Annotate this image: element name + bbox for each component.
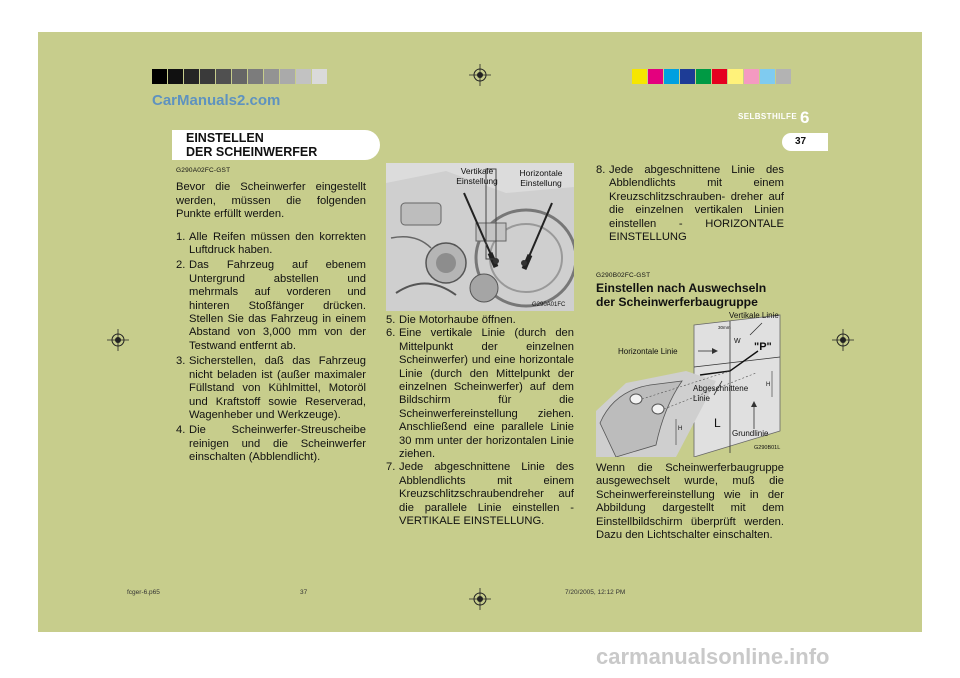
section2-title: Einstellen nach Auswechseln der Scheinwerferbaugruppe <box>596 281 767 309</box>
engine-bay-figure <box>386 163 574 311</box>
list-item: 5. Die Motorhaube öffnen. <box>386 314 516 326</box>
color-swatch <box>712 69 727 84</box>
color-swatch <box>200 69 215 84</box>
label-p: "P" <box>754 341 772 353</box>
page-number: 37 <box>795 136 807 147</box>
chapter-title: SELBSTHILFE <box>738 112 798 121</box>
color-swatch <box>680 69 695 84</box>
watermark-bottom: carmanualsonline.info <box>596 644 830 669</box>
section2-code: G290B02FC-GST <box>596 272 651 279</box>
color-swatch <box>696 69 711 84</box>
steps-list-3 <box>596 164 784 244</box>
footer-date: 7/20/2005, 12:12 PM <box>565 589 626 596</box>
color-swatch <box>744 69 759 84</box>
color-swatch <box>152 69 167 84</box>
list-item: 6. Eine vertikale Linie (durch den Mittelpunkt der einzelnen Scheinwerfer) und eine horizontale Linie (durch den Mittelpunkt der einzelnen Scheinwerfer) auf dem Bildschirm für die Scheinwerfereinstellung ziehen. Anschließend eine parallele Linie 30 mm unter der horizontalen Linie ziehen. <box>386 327 574 461</box>
headlight-aiming-figure <box>596 311 784 457</box>
list-item: 4. Die Scheinwerfer-Streuscheibe reinigen und die Scheinwerfer einschalten (Abblendlicht). <box>176 424 366 464</box>
section2-text-block <box>596 462 784 542</box>
column-2 <box>386 314 574 529</box>
section-title-line1: EINSTELLEN <box>186 131 264 145</box>
list-item: 1. Alle Reifen müssen den korrekten Luftdruck haben. <box>176 230 366 257</box>
color-swatch <box>280 69 295 84</box>
figure-code: G290A01FC <box>532 302 566 308</box>
registration-mark-icon <box>469 64 491 86</box>
footer-file: fcger-6.p65 <box>127 589 160 596</box>
color-swatch <box>216 69 231 84</box>
color-swatch <box>760 69 775 84</box>
color-swatch <box>168 69 183 84</box>
label-horizontal-line: Horizontale Linie <box>618 347 678 356</box>
watermark-top: CarManuals2.com <box>152 92 281 109</box>
label-cutoff-line: Abgeschnittene Linie <box>693 384 749 403</box>
color-swatch <box>664 69 679 84</box>
label-l: L <box>714 416 721 430</box>
label-w: W <box>734 338 741 345</box>
color-swatch <box>184 69 199 84</box>
label-30mm: 30mm <box>718 325 731 330</box>
label-ground-line: Grundlinie <box>732 429 769 438</box>
label-h-wall: H <box>766 382 771 388</box>
label-vertical-adjustment: Vertikale Einstellung <box>456 166 498 186</box>
color-swatch <box>248 69 263 84</box>
color-swatch <box>296 69 311 84</box>
intro-text: Bevor die Scheinwerfer eingestellt werden, müssen die folgenden Punkte erfüllt werden. <box>176 181 366 221</box>
column-1 <box>176 164 366 465</box>
registration-mark-icon <box>832 329 854 351</box>
color-swatch <box>312 69 327 84</box>
chapter-number: 6 <box>800 108 810 127</box>
registration-mark-icon <box>469 588 491 610</box>
figure-code: G290B01L <box>754 445 781 451</box>
color-swatch <box>232 69 247 84</box>
section2-text: Wenn die Scheinwerferbaugruppe ausgewechselt wurde, muß die Scheinwerfereinstellung wie in der Abbildung dargestellt mit dem Einstellbildschirm überprüft werden. Dazu den Lichtschalter einschalten. <box>596 462 784 542</box>
section-title <box>186 131 317 159</box>
column-3 <box>596 164 784 244</box>
label-vertical-line: Vertikale Linie <box>729 311 779 320</box>
registration-mark-icon <box>107 329 129 351</box>
list-item: 7. Jede abgeschnittene Linie des Abblendlichts mit einem Kreuzschlitzschraubendreher auf die parallele Linie einstellen - VERTIKALE EINSTELLUNG. <box>386 461 574 528</box>
section-title-line2: DER SCHEINWERFER <box>186 145 318 159</box>
color-swatch <box>776 69 791 84</box>
list-item: 3. Sicherstellen, daß das Fahrzeug nicht beladen ist (außer maximaler Füllstand von Kühlmittel, Motoröl und Kraftstoff sowie Reserverad, Wagenheber und Werkzeuge). <box>176 355 366 421</box>
label-h-car: H <box>678 426 683 432</box>
list-item: 8. Jede abgeschnittene Linie des Abblendlichts mit einem Kreuzschlitzschrauben- dreher auf die einzelnen vertikalen Linien einstellen - HORIZONTALE EINSTELLUNG <box>596 164 784 244</box>
color-swatch <box>632 69 647 84</box>
list-item: 2. Das Fahrzeug auf ebenem Untergrund abstellen und mehrmals auf vorderen und hinteren Stoßfänger drücken. Stellen Sie das Fahrzeug in einem Abstand von 3,000 mm von der Testwand entfernt ab. <box>176 259 366 352</box>
color-swatch <box>264 69 279 84</box>
color-swatch <box>648 69 663 84</box>
label-horizontal-adjustment: Horizontale Einstellung <box>519 168 563 188</box>
section-code: G290A02FC-GST <box>176 167 231 174</box>
color-swatch <box>728 69 743 84</box>
steps-list-1 <box>176 231 366 465</box>
footer-page: 37 <box>300 589 308 596</box>
steps-list-2 <box>386 314 574 529</box>
